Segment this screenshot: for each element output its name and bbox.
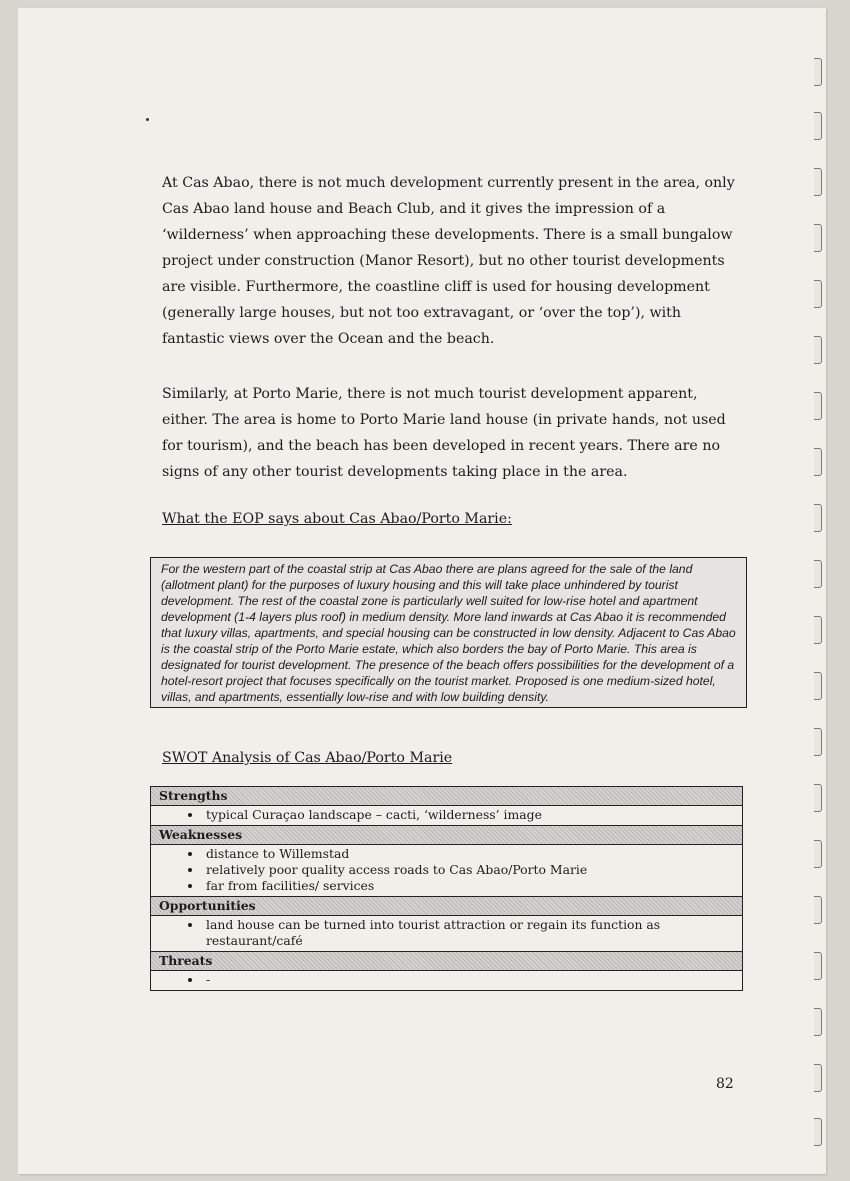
- binding-ring: [814, 280, 822, 308]
- document-page: [18, 8, 826, 1174]
- binding-ring: [814, 392, 822, 420]
- binding-ring: [814, 112, 822, 140]
- swot-weaknesses-header: Weaknesses: [151, 825, 742, 845]
- swot-threats-list: [151, 971, 742, 990]
- binding-ring: [814, 560, 822, 588]
- binding-ring: [814, 224, 822, 252]
- list-item: -: [181, 972, 742, 988]
- page-number: 82: [716, 1076, 734, 1092]
- list-item: distance to Willemstad: [181, 846, 742, 862]
- eop-heading: What the EOP says about Cas Abao/Porto Marie:: [162, 511, 512, 527]
- list-item: far from facilities/ services: [181, 878, 742, 894]
- binding-ring: [814, 1064, 822, 1092]
- paragraph-porto-marie: Similarly, at Porto Marie, there is not much tourist development apparent, either. The area is home to Porto Marie land house (in private hands, not used for tourism), and the beach has been developed in recent years. There are no signs of any other tourist developments taking place in the area.: [162, 386, 726, 480]
- binding-ring: [814, 784, 822, 812]
- list-item: relatively poor quality access roads to Cas Abao/Porto Marie: [181, 862, 742, 878]
- list-item: typical Curaçao landscape – cacti, ‘wilderness’ image: [181, 807, 742, 823]
- stray-dot: [146, 118, 149, 121]
- swot-threats-header: Threats: [151, 951, 742, 971]
- swot-heading: SWOT Analysis of Cas Abao/Porto Marie: [162, 750, 453, 766]
- binding-ring: [814, 168, 822, 196]
- binding-ring: [814, 1008, 822, 1036]
- swot-opportunities-list: [151, 916, 742, 951]
- binding-ring: [814, 896, 822, 924]
- binding-ring: [814, 616, 822, 644]
- swot-strengths-list: [151, 806, 742, 825]
- binding-ring: [814, 840, 822, 868]
- swot-weaknesses-list: [151, 845, 742, 896]
- swot-strengths-header: Strengths: [151, 787, 742, 806]
- binding-ring: [814, 448, 822, 476]
- swot-table: [150, 786, 743, 991]
- binding-ring: [814, 58, 822, 86]
- list-item: land house can be turned into tourist attraction or regain its function as restaurant/café: [181, 917, 742, 949]
- binding-ring: [814, 952, 822, 980]
- swot-opportunities-header: Opportunities: [151, 896, 742, 916]
- binding-ring: [814, 728, 822, 756]
- eop-quote-box: For the western part of the coastal strip at Cas Abao there are plans agreed for the sale of the land (allotment plant) for the purposes of luxury housing and this will take place unhindered by tourist development. The rest of the coastal zone is particularly well suited for low-rise hotel and apartment development (1-4 layers plus roof) in medium density. More land inwards at Cas Abao it is recommended that luxury villas, apartments, and special housing can be constructed in low density. Adjacent to Cas Abao is the coastal strip of the Porto Marie estate, which also borders the bay of Porto Marie. This area is designated for tourist development. The presence of the beach offers possibilities for the development of a hotel-resort project that focuses specifically on the tourist market. Proposed is one medium-sized hotel, villas, and apartments, essentially low-rise and with low building density.: [150, 557, 747, 708]
- binding-ring: [814, 672, 822, 700]
- binding-ring: [814, 336, 822, 364]
- binding-ring: [814, 1118, 822, 1146]
- paragraph-cas-abao: At Cas Abao, there is not much development currently present in the area, only Cas Abao land house and Beach Club, and it gives the impression of a ‘wilderness’ when approaching these developments. There is a small bungalow project under construction (Manor Resort), but no other tourist developments are visible. Furthermore, the coastline cliff is used for housing development (generally large houses, but not too extravagant, or ‘over the top’), with fantastic views over the Ocean and the beach.: [162, 175, 735, 347]
- binding-ring: [814, 504, 822, 532]
